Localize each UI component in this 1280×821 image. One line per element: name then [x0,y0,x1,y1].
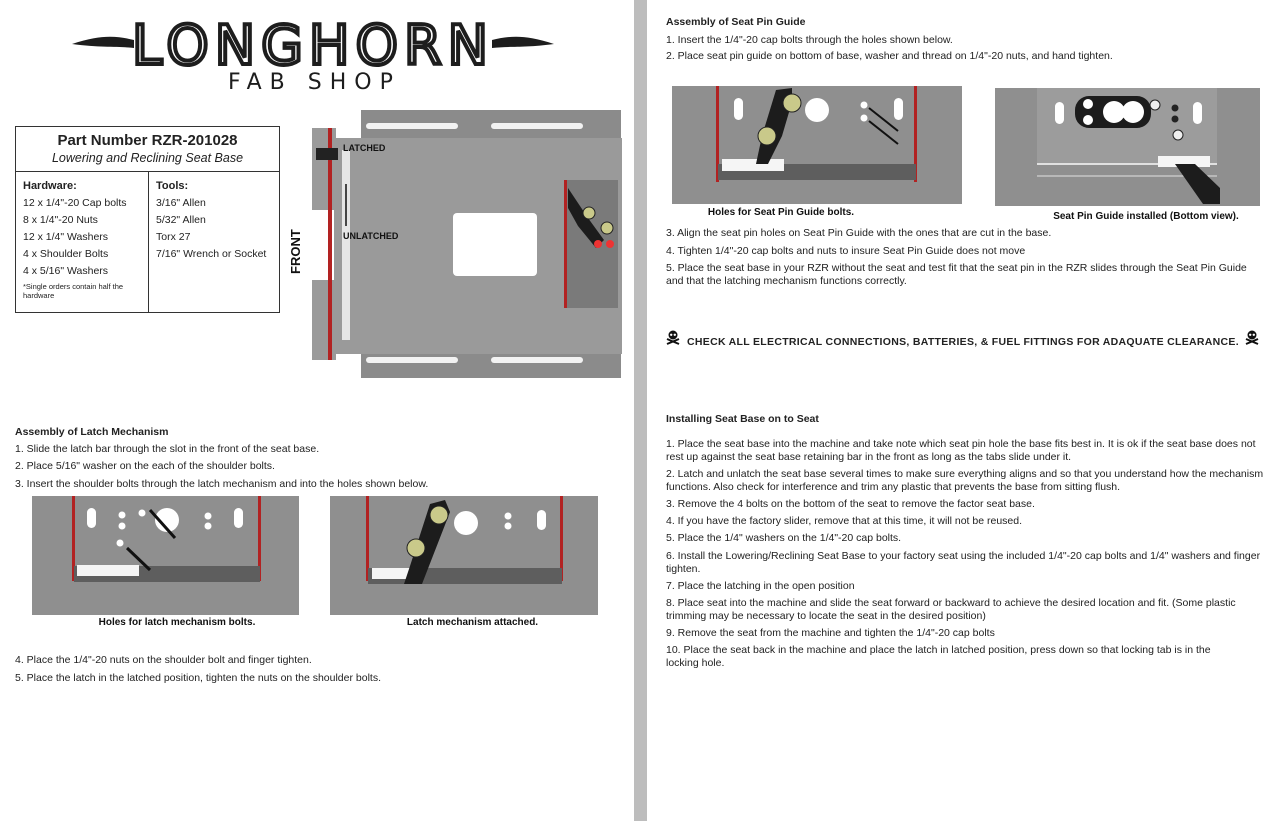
pin-guide-holes-caption: Holes for Seat Pin Guide bolts. [707,207,855,218]
skull-icon [666,330,680,345]
clearance-warning: CHECK ALL ELECTRICAL CONNECTIONS, BATTERIES, & FUEL FITTINGS FOR ADAQUATE CLEARANCE. [687,336,1239,348]
install-step: 10. Place the seat back in the machine and place the latch in latched position, press down so that locking tab is in the locking hole. [666,644,1211,669]
hardware-note: *Single orders contain half the hardware [23,282,124,300]
front-label: FRONT [288,229,303,274]
install-step: 2. Latch and unlatch the seat base several times to make sure everything aligns and so that you understand how the mechanism functions. Also check for interference and trim any plastic that prevents the base from sitting flush. [666,468,1264,493]
install-section-title: Installing Seat Base on to Seat [666,413,819,425]
logo-main-text: LONGHORN [132,18,494,70]
latch-holes-caption: Holes for latch mechanism bolts. [98,617,256,628]
latch-step: 2. Place 5/16" washer on the each of the shoulder bolts. [15,460,275,472]
pin-guide-step: 4. Tighten 1/4"-20 cap bolts and nuts to insure Seat Pin Guide does not move [666,245,1026,257]
longhorn-logo [72,18,554,70]
skull-icon [1245,330,1259,345]
tool-item: Torx 27 [156,231,191,243]
logo-subtitle: FAB SHOP [228,70,401,95]
tools-title: Tools: [156,180,189,192]
install-step: 6. Install the Lowering/Reclining Seat Base to your factory seat using the included 1/4"-20 cap bolts and 1/4" washers and finger tighten. [666,550,1261,575]
part-description: Lowering and Reclining Seat Base [16,149,279,172]
install-step: 3. Remove the 4 bolts on the bottom of the seat to remove the factor seat base. [666,498,1035,510]
latch-step: 1. Slide the latch bar through the slot in the front of the seat base. [15,443,320,455]
latch-step: 3. Insert the shoulder bolts through the latch mechanism and into the holes shown below. [15,478,429,490]
hardware-title: Hardware: [23,180,77,192]
seat-base-diagram [286,108,626,380]
part-number: Part Number RZR-201028 [57,132,238,149]
pin-guide-installed-photo [995,88,1260,206]
pin-guide-step: 1. Insert the 1/4"-20 cap bolts through the holes shown below. [666,34,953,46]
pin-guide-title: Assembly of Seat Pin Guide [666,16,806,28]
install-step: 9. Remove the seat from the machine and tighten the 1/4"-20 cap bolts [666,627,995,639]
pin-guide-holes-photo [672,86,962,204]
pin-guide-step: 3. Align the seat pin holes on Seat Pin Guide with the ones that are cut in the base. [666,227,1052,239]
page-divider [634,0,647,821]
hardware-item: 4 x 5/16" Washers [23,265,109,277]
pin-guide-installed-caption: Seat Pin Guide installed (Bottom view). [1053,211,1239,222]
install-step: 4. If you have the factory slider, remove that at this time, it will not be reused. [666,515,1023,527]
pin-guide-step: 2. Place seat pin guide on bottom of base, washer and thread on 1/4"-20 nuts, and hand tighten. [666,50,1113,62]
hardware-item: 12 x 1/4"-20 Cap bolts [23,197,127,209]
tool-item: 5/32" Allen [156,214,206,226]
latch-attached-photo [330,496,598,615]
install-step: 8. Place seat into the machine and slide the seat forward or backward to achieve the desired location and fit. (Some plastic trimming may be necessary to locate the seat in the desired position) [666,597,1236,622]
install-step: 5. Place the 1/4" washers on the 1/4"-20 cap bolts. [666,532,902,544]
tools-list [149,172,273,312]
hardware-list [16,172,149,312]
hardware-item: 8 x 1/4"-20 Nuts [23,214,98,226]
hardware-item: 4 x Shoulder Bolts [23,248,109,260]
tool-item: 3/16" Allen [156,197,206,209]
part-info-box [15,126,280,313]
latched-label: LATCHED [343,143,386,153]
tool-item: 7/16" Wrench or Socket [156,248,267,260]
install-step: 1. Place the seat base into the machine and take note which seat pin hole the base fits best in. It is ok if the seat base does not rest up against the seat base retaining bar in the front as long as the tabs slide under it. [666,438,1256,463]
unlatched-label: UNLATCHED [343,231,399,241]
latch-step: 5. Place the latch in the latched position, tighten the nuts on the shoulder bolts. [15,672,381,684]
pin-guide-step: 5. Place the seat base in your RZR without the seat and test fit that the seat pin in the RZR slides through the Seat Pin Guide and that the latching mechanism functions correctly. [666,262,1247,287]
latch-holes-photo [32,496,299,615]
hardware-item: 12 x 1/4" Washers [23,231,109,243]
latch-attached-caption: Latch mechanism attached. [406,617,539,628]
latch-step: 4. Place the 1/4"-20 nuts on the shoulder bolt and finger tighten. [15,654,312,666]
install-step: 7. Place the latching in the open position [666,580,855,592]
latch-section-title: Assembly of Latch Mechanism [15,426,169,438]
